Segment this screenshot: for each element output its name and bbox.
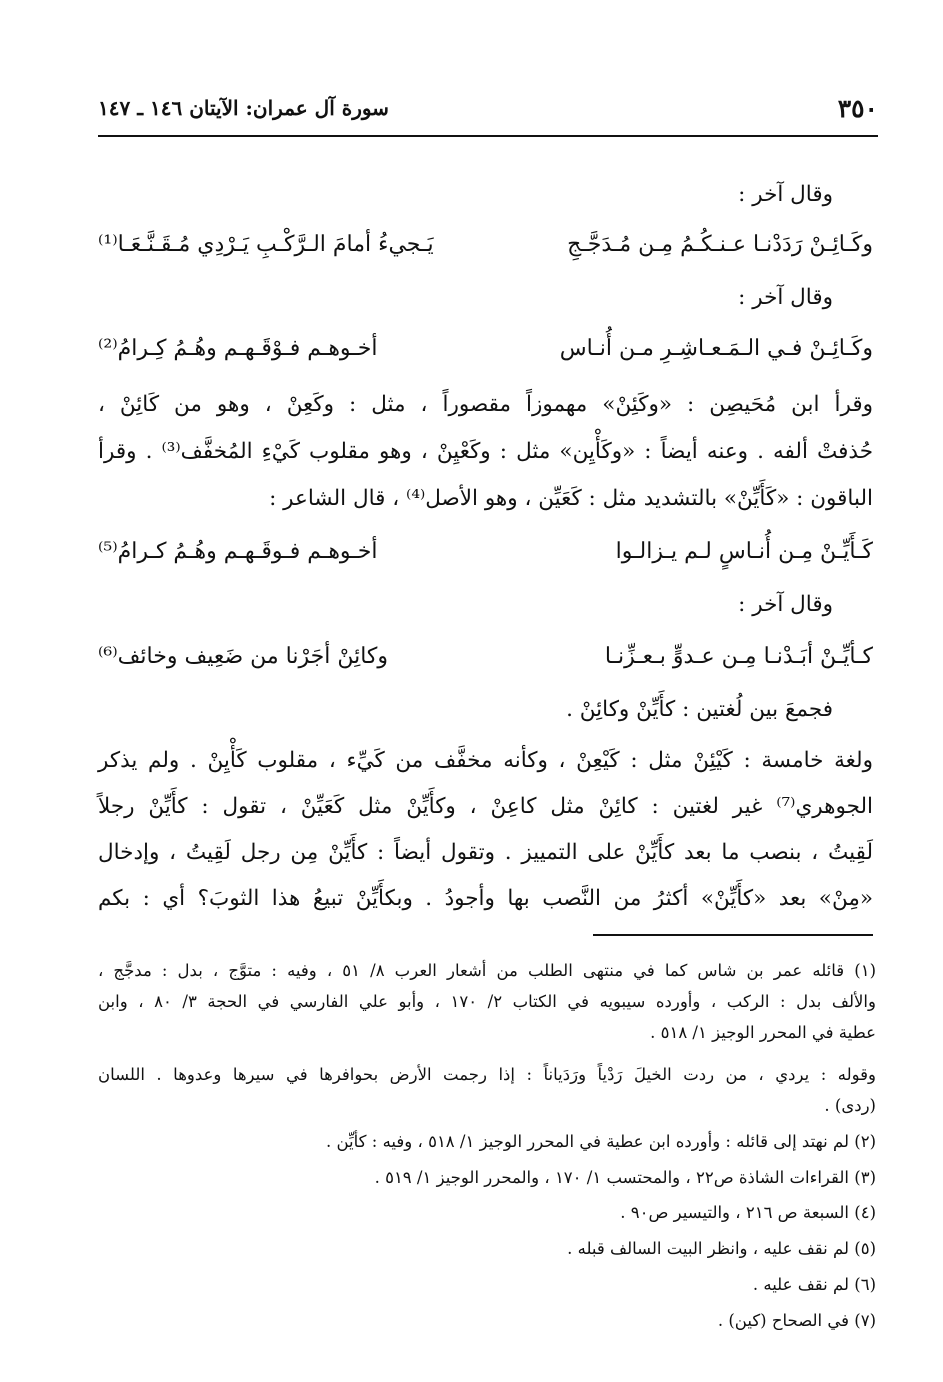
verse-intro: وقال آخر : — [738, 285, 833, 310]
running-title: سورة آل عمران: الآيتان ١٤٦ ـ ١٤٧ — [98, 96, 389, 120]
verse-intro: وقال آخر : — [738, 182, 833, 207]
verse-hemistich-second: يَـجيءُ أمامَ الـرَّكْـبِ يَـرْدِي مُـقَـنَّـعَـا⁽¹⁾ — [98, 232, 434, 257]
footnote-line: (١) قائله عمر بن شاس كما في منتهى الطلب من أشعار العرب ٨/ ٥١ ، وفيه : متوَّج ، بدل : مدجَّج ، — [98, 961, 877, 980]
footnote-line: (ردى) . — [824, 1096, 876, 1115]
poetry-verse — [98, 327, 873, 371]
verse-intro: وقال آخر : — [738, 592, 833, 617]
footnote-line: عطية في المحرر الوجيز ١/ ٥١٨ . — [650, 1023, 876, 1042]
footnote-line: (٢) لم نهتد إلى قائله : وأورده ابن عطية في المحرر الوجيز ١/ ٥١٨ ، وفيه : كأيِّن . — [326, 1132, 876, 1151]
verse-hemistich-first: وكَـائِـنْ رَدَدْنـا عـنـكُـمُ مِـن مُـدَجَّـجِ — [567, 232, 873, 257]
page-header — [98, 94, 878, 126]
paragraph-line: الباقون : «كَأَيِّنْ» بالتشديد مثل : كَعَيِّن ، وهو الأصل⁽⁴⁾ ، قال الشاعر : — [269, 486, 873, 511]
verse-hemistich-first: كَـأَيِّـنْ مِـن أُنـاسٍ لـم يـزالـوا — [615, 539, 873, 564]
verse-hemistich-second: أخـوهـم فـوقَـهـم وهُـمُ كـرامُ⁽⁵⁾ — [98, 539, 378, 564]
page-number: ٣٥٠ — [837, 94, 878, 123]
paragraph-line: «مِنْ» بعد «كأَيِّنْ» أكثرُ من النَّصب بها وأجودُ . وبكأَيِّنْ تبيعُ هذا الثوبَ؟ أي : بكم — [98, 886, 873, 911]
footnote-line: (٦) لم نقف عليه . — [752, 1275, 876, 1294]
footnote-line: (٣) القراءات الشاذة ص٢٢ ، والمحتسب ١/ ١٧٠ ، والمحرر الوجيز ١/ ٥١٩ . — [374, 1168, 876, 1187]
footnote-line: (٧) في الصحاح (كين) . — [717, 1311, 876, 1330]
footnote-separator — [593, 934, 873, 936]
poetry-verse — [98, 635, 873, 679]
paragraph-line: حُذفتْ ألفه . وعنه أيضاً : «وكَأْيِن» مثل : وكَعْيِنْ ، وهو مقلوب كَيْءِ المُخفَّف⁽³⁾ . وقرأ — [98, 439, 873, 464]
paragraph-line: لَقِيتُ ، بنصب ما بعد كأَيِّنْ على التمييز . وتقول أيضاً : كأَيِّنْ مِن رجل لَقِيتُ ، وإدخال — [98, 840, 873, 865]
paragraph-line: فجمعَ بين لُغتين : كأَيِّنْ وكائِنْ . — [566, 697, 833, 722]
paragraph-line: ولغة خامسة : كَيْئِنْ مثل : كَيْعِنْ ، وكأنه مخفَّف من كَيِّء ، مقلوب كَأْيِنْ . ولم يذكر — [98, 748, 873, 773]
poetry-verse — [98, 530, 873, 574]
paragraph-line: الجوهري⁽⁷⁾ غير لغتين : كائِنْ مثل كاعِنْ ، وكأَيِّنْ مثل كَعَيِّنْ ، تقول : كأَيِّنْ رجلاً — [98, 794, 873, 819]
paragraph-line: وقرأ ابن مُحَيصِن : «وكَئِنْ» مهموزاً مقصوراً ، مثل : وكَعِنْ ، وهو من كَائِنْ ، — [98, 392, 873, 417]
verse-hemistich-second: أخـوهـم فـوْقَـهـم وهُـمُ كِـرامُ⁽²⁾ — [98, 336, 378, 361]
verse-hemistich-second: وكائِنْ أجَرْنا من ضَعِيف وخائف⁽⁶⁾ — [98, 644, 389, 669]
verse-hemistich-first: وكَـائِـنْ فـي الـمَـعـاشِـرِ مـن أُنـاس — [559, 336, 873, 361]
footnote-line: (٤) السبعة ص ٢١٦ ، والتيسير ص٩٠ . — [620, 1203, 876, 1222]
header-rule — [98, 135, 878, 137]
poetry-verse — [98, 223, 873, 267]
verse-hemistich-first: كـأيِّـنْ أبَـدْنـا مِـن عـدوٍّ بـعـزِّنـا — [604, 644, 873, 669]
footnote-line: (٥) لم نقف عليه ، وانظر البيت السالف قبله . — [567, 1239, 876, 1258]
footnote-line: والألف بدل : الركب ، وأورده سيبويه في الكتاب ٢/ ١٧٠ ، وأبو علي الفارسي في الحجة ٣/ ٨٠ ، وابن — [98, 992, 876, 1011]
footnote-line: وقوله : يردي ، من ردت الخيلَ رَدْياً ورَدَياناً : إذا رجمت الأرض بحوافرها في سيرها وعدوها . اللسان — [98, 1065, 876, 1084]
